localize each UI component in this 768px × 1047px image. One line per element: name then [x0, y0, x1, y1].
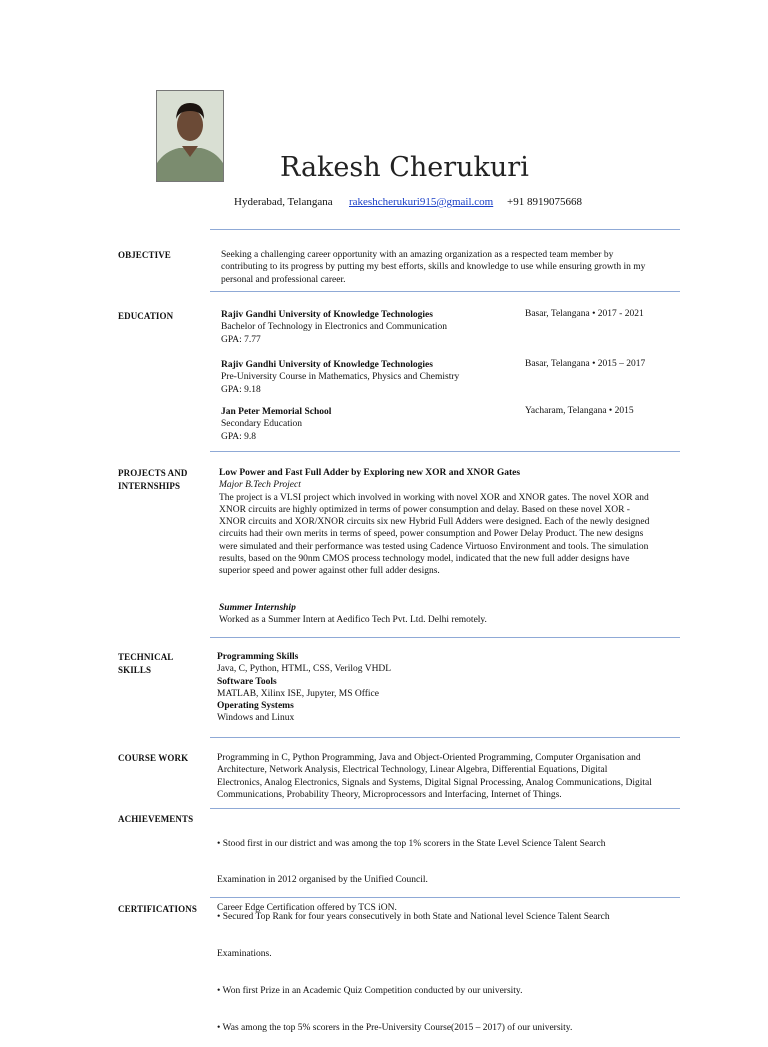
gpa-text: GPA: 9.18: [221, 384, 261, 395]
project-line: superior speed and power against other full adder designs.: [219, 566, 440, 577]
location-text: Hyderabad, Telangana: [234, 196, 333, 208]
skills-divider: [210, 737, 680, 738]
profile-photo: [156, 90, 224, 182]
achievement-item: Examinations.: [217, 949, 272, 960]
coursework-label: COURSE WORK: [118, 753, 189, 763]
skill-group-title: Software Tools: [217, 676, 277, 687]
project-line: The project is a VLSI project which involved in working with novel XOR and XNOR gates. The novel XOR and: [219, 492, 649, 503]
achievement-item: • Won first Prize in an Academic Quiz Competition conducted by our university.: [217, 986, 523, 997]
achievement-item: • Stood first in our district and was among the top 1% scorers in the State Level Science Talent Search: [217, 838, 606, 849]
certifications-label: CERTIFICATIONS: [118, 904, 197, 914]
skills-label-line: SKILLS: [118, 665, 152, 675]
course-name: Pre-University Course in Mathematics, Physics and Chemistry: [221, 372, 460, 383]
projects-divider: [210, 637, 680, 638]
project-subtitle: Major B.Tech Project: [219, 480, 301, 491]
phone-text: +91 8919075668: [507, 196, 582, 208]
person-photo-icon: [157, 91, 223, 181]
coursework-line: Architecture, Network Analysis, Electrical Technology, Linear Algebra, Differential Equations, Digital: [217, 765, 608, 776]
achievement-item: Examination in 2012 organised by the Unified Council.: [217, 875, 428, 886]
objective-label: OBJECTIVE: [118, 250, 171, 260]
contact-row: [234, 196, 582, 208]
skill-group-title: Operating Systems: [217, 701, 294, 712]
achievements-list: [217, 813, 610, 1047]
header-divider: [210, 229, 680, 230]
projects-label-line: INTERNSHIPS: [118, 481, 181, 491]
skill-group-text: Windows and Linux: [217, 713, 295, 724]
coursework-line: Electronics, Analog Electronics, Signals and Systems, Digital Signal Processing, Analog Communications, Digital: [217, 777, 652, 788]
school-name: Jan Peter Memorial School: [221, 407, 332, 417]
objective-text: [221, 249, 645, 286]
project-line: results, based on the 90nm CMOS process technology model, indicated that the new full adder designs have: [219, 554, 630, 565]
skills-label-line: TECHNICAL: [118, 652, 174, 662]
education-entry: [221, 309, 447, 346]
education-label: EDUCATION: [118, 311, 174, 321]
gpa-text: GPA: 7.77: [221, 334, 261, 345]
course-name: Secondary Education: [221, 419, 302, 430]
achievements-label: ACHIEVEMENTS: [118, 814, 194, 824]
school-place-date: Yacharam, Telangana • 2015: [525, 406, 634, 416]
objective-divider: [210, 291, 680, 292]
skills-label: [118, 651, 208, 677]
education-divider: [210, 451, 680, 452]
school-place-date: Basar, Telangana • 2017 - 2021: [525, 309, 644, 319]
school-name: Rajiv Gandhi University of Knowledge Technologies: [221, 360, 433, 370]
school-name: Rajiv Gandhi University of Knowledge Technologies: [221, 310, 433, 320]
skills-block: [217, 651, 391, 725]
candidate-name: Rakesh Cherukuri: [280, 152, 529, 183]
gpa-text: GPA: 9.8: [221, 431, 257, 442]
skill-group-text: MATLAB, Xilinx ISE, Jupyter, MS Office: [217, 688, 379, 699]
achievements-divider: [210, 897, 680, 898]
achievement-item: • Secured Top Rank for four years consecutively in both State and National level Science Talent Search: [217, 912, 610, 923]
education-entry: [221, 406, 331, 443]
internship-block: [219, 602, 487, 627]
projects-label: [118, 467, 208, 493]
project-line: were simulated and their performance was tested using Cadence Virtuoso Environment and tools. The simulation: [219, 541, 649, 552]
coursework-line: Communications, Probability Theory, Microprocessors and Interfacing, Internet of Things.: [217, 789, 562, 800]
coursework-divider: [210, 808, 680, 809]
course-name: Bachelor of Technology in Electronics and Communication: [221, 322, 448, 333]
internship-text: Worked as a Summer Intern at Aedifico Tech Pvt. Ltd. Delhi remotely.: [219, 615, 487, 626]
coursework-text: [217, 752, 652, 801]
objective-line: Seeking a challenging career opportunity with an amazing organization as a respected team member by: [221, 250, 614, 260]
achievement-item: • Was among the top 5% scorers in the Pre-University Course(2015 – 2017) of our university.: [217, 1023, 573, 1034]
email-link[interactable]: rakeshcherukuri915@gmail.com: [349, 196, 494, 208]
project-block: [219, 467, 649, 578]
skill-group-text: Java, C, Python, HTML, CSS, Verilog VHDL: [217, 664, 392, 675]
project-line: XNOR circuits are highly optimized in terms of power consumption and delay. Based on these novel XOR -: [219, 504, 630, 515]
objective-line: personal and professional career.: [221, 274, 346, 285]
skill-group-title: Programming Skills: [217, 652, 299, 662]
project-line: XNOR circuits and XOR/XNOR circuits six new Hybrid Full Adders were designed. Each of the newly designed: [219, 517, 650, 528]
certifications-text: Career Edge Certification offered by TCS iON.: [217, 903, 397, 913]
school-place-date: Basar, Telangana • 2015 – 2017: [525, 359, 646, 369]
education-entry: [221, 359, 459, 396]
internship-title: Summer Internship: [219, 603, 296, 613]
project-title: Low Power and Fast Full Adder by Exploring new XOR and XNOR Gates: [219, 468, 521, 478]
project-line: circuits had their own merits in terms of speed, power consumption and Power Delay Product. The new designs: [219, 529, 644, 540]
projects-label-line: PROJECTS AND: [118, 468, 188, 478]
objective-line: contributing to its progress by putting my best efforts, skills and knowledge to use while ensuring growth in my: [221, 262, 646, 273]
coursework-line: Programming in C, Python Programming, Java and Object-Oriented Programming, Computer Organisation and: [217, 753, 641, 763]
